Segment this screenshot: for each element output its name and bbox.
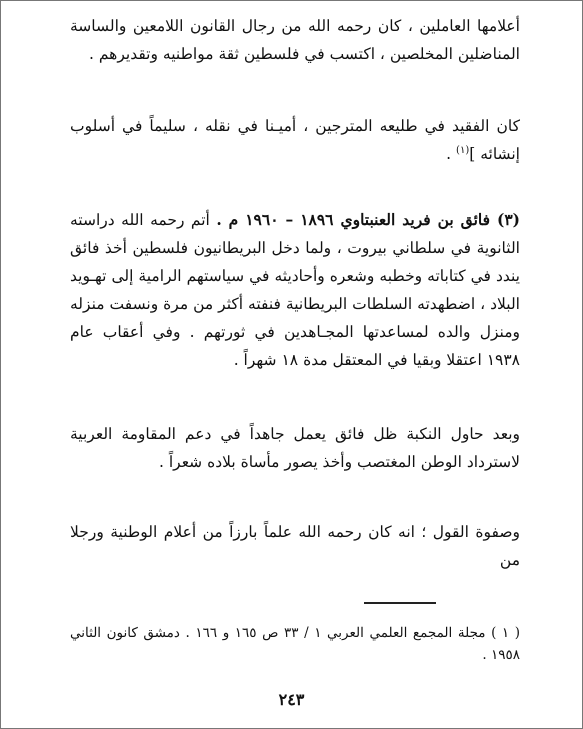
footnote-reference: (١) [456, 144, 470, 156]
paragraph-3 [70, 206, 520, 374]
biography-text: أتم رحمه الله دراسته الثانوية في سلطاني بيروت ، ولما دخل البريطانيون فلسطين أخذ فائق يندد في كتاباته وخطبه وشعره وأحاديثه في سياستهم الرامية إلى تهـويد البلاد ، اضطهدته السلطات البريطانية فنفته أكثر من مرة ونسفت منزله ومنزل والده لمساعدتها المجـاهدين في ثورتهم . وفي أعقاب عام ١٩٣٨ اعتقلا وبقيا في المعتقل مدة ١٨ شهراً . [70, 211, 520, 369]
paragraph-1: أعلامها العاملين ، كان رحمه الله من رجال القانون اللامعين والساسة المناضلين المخلصين ، اكتسب في فلسطين ثقة مواطنيه وتقديرهم . [70, 17, 520, 63]
biography-heading: (٣) فائق بن فريد العنبتاوي ١٨٩٦ – ١٩٦٠ م . [216, 210, 521, 229]
paragraph-2-text: كان الفقيد في طليعه المترجين ، أميـنا في نقله ، سليماً في أسلوب إنشائه ] [70, 117, 520, 163]
paragraph-5: وصفوة القول ؛ انه كان رحمه الله علماً بارزاً من أعلام الوطنية ورجلا من [70, 523, 520, 569]
footnote: ( ١ ) مجلة المجمع العلمي العربي ١ / ٣٣ ص ١٦٥ و ١٦٦ . دمشق كانون الثاني ١٩٥٨ . [70, 625, 521, 663]
paragraph-2-end: . [446, 145, 452, 163]
paragraph-4: وبعد حاول النكبة ظل فائق يعمل جاهداً في دعم المقاومة العربية لاسترداد الوطن المغتصب وأخذ يصور مأساة بلاده شعراً . [70, 425, 520, 471]
page-number: ٢٤٣ [278, 690, 305, 709]
paragraph-2 [70, 112, 520, 168]
footnote-divider [364, 602, 436, 604]
